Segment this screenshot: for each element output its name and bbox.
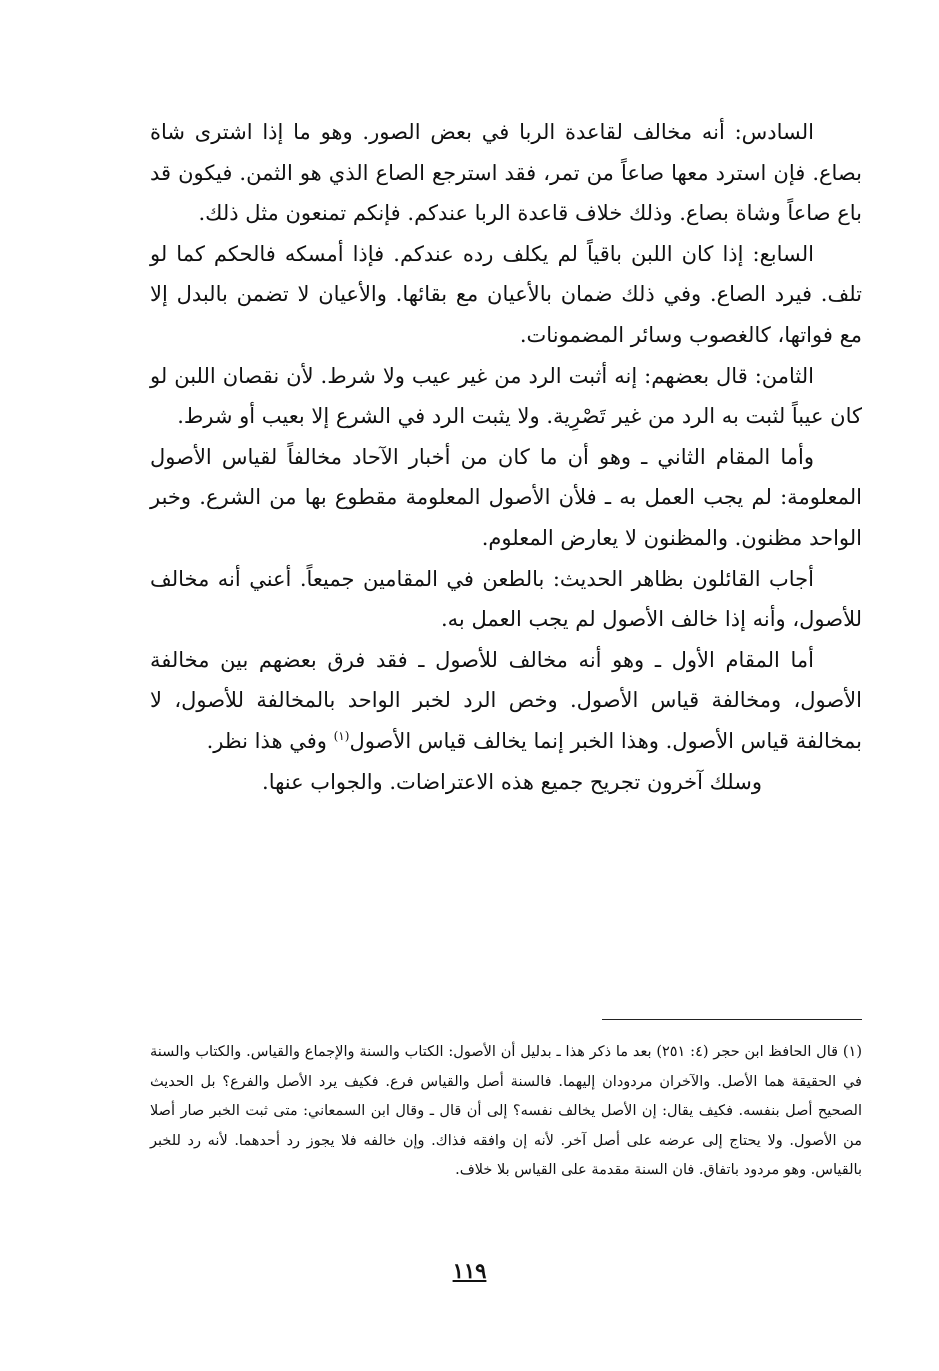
paragraph-sixth: السادس: أنه مخالف لقاعدة الربا في بعض الصور. وهو ما إذا اشترى شاة بصاع. فإن استرد معها صاعاً من تمر، فقد استرجع الصاع الذي هو الثمن. فيكون قد باع صاعاً وشاة بصاع. وذلك خلاف قاعدة الربا عندكم. فإنكم تمنعون مثل ذلك. <box>150 120 862 226</box>
paragraph-first-position-tail: وفي هذا نظر. <box>206 728 334 753</box>
footnote-divider <box>602 1019 862 1020</box>
main-text-body <box>150 112 862 802</box>
footnotes-section <box>150 1038 862 1186</box>
paragraph-first-position <box>150 640 862 762</box>
paragraph-eighth: الثامن: قال بعضهم: إنه أثبت الرد من غير عيب ولا شرط. لأن نقصان اللبن لو كان عيباً لثبت به الرد من غير تَصْرِية. ولا يثبت الرد في الشرع إلا بعيب أو شرط. <box>150 363 862 429</box>
paragraph-answer: أجاب القائلون بظاهر الحديث: بالطعن في المقامين جميعاً. أعني أنه مخالف للأصول، وأنه إذا خالف الأصول لم يجب العمل به. <box>150 566 862 632</box>
paragraph-second-position: وأما المقام الثاني ـ وهو أن ما كان من أخبار الآحاد مخالفاً لقياس الأصول المعلومة: لم يجب العمل به ـ فلأن الأصول المعلومة مقطوع بها من الشرع. وخبر الواحد مظنون. والمظنون لا يعارض المعلوم. <box>150 444 862 550</box>
footnote-marker[interactable]: (١) <box>333 728 350 743</box>
page-number: ١١٩ <box>452 1258 487 1283</box>
paragraph-seventh: السابع: إذا كان اللبن باقياً لم يكلف رده عندكم. فإذا أمسكه فالحكم كما لو تلف. فيرد الصاع. وفي ذلك ضمان بالأعيان مع بقائها. والأعيان لا تضمن بالبدل إلا مع فواتها، كالغصوب وسائر المضمونات. <box>150 241 862 347</box>
footnote-1: (١) قال الحافظ ابن حجر (٤: ٢٥١) بعد ما ذكر هذا ـ بدليل أن الأصول: الكتاب والسنة والإجماع والقياس. والكتاب والسنة في الحقيقة هما الأصل. والآخران مردودان إليهما. فالسنة أصل والقياس فرع. فكيف يرد الأصل والفرع؟ بل الحديث الصحيح أصل بنفسه. فكيف يقال: إن الأصل يخالف نفسه؟ إلى أن قال ـ وقال ابن السمعاني: متى ثبت الخبر صار أصلا من الأصول. ولا يحتاج إلى عرضه على أصل آخر. لأنه إن وافقه فذاك. وإن خالفه فلا يجوز رد أحدهما. لأنه رد للخبر بالقياس. وهو مردود باتفاق. فان السنة مقدمة على القياس بلا خلاف. <box>150 1044 862 1178</box>
paragraph-first-position-text: أما المقام الأول ـ وهو أنه مخالف للأصول ـ فقد فرق بعضهم بين مخالفة الأصول، ومخالفة قياس الأصول. وخص الرد لخبر الواحد بالمخالفة للأصول، لا بمخالفة قياس الأصول. وهذا الخبر إنما يخالف قياس الأصول <box>150 647 862 753</box>
paragraph-closing: وسلك آخرون تجريح جميع هذه الاعتراضات. والجواب عنها. <box>262 769 762 794</box>
